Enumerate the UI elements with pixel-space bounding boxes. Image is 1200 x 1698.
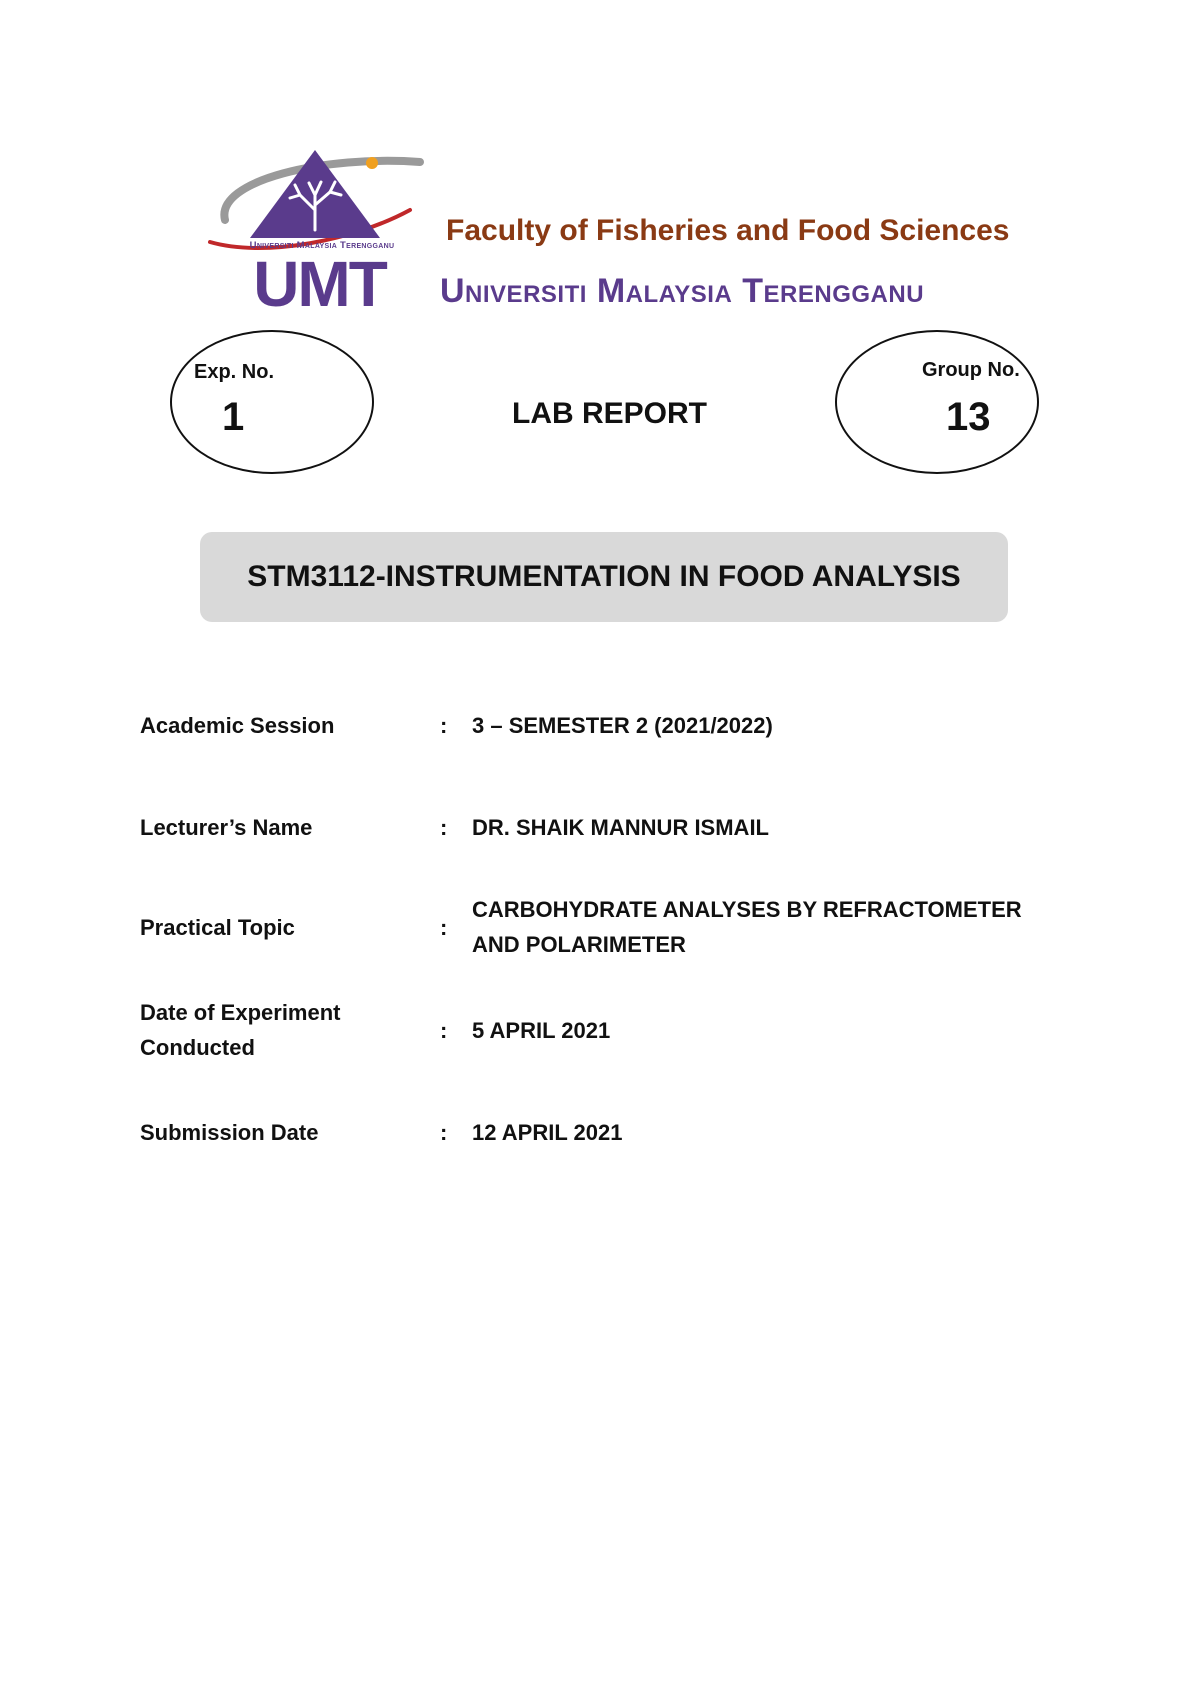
lecturer-value: DR. SHAIK MANNUR ISMAIL	[472, 815, 769, 840]
exp-number-value: 1	[222, 395, 245, 439]
date-conducted-value: 5 APRIL 2021	[472, 1018, 611, 1043]
colon: :	[440, 1018, 448, 1043]
submission-date-label: Submission Date	[140, 1120, 319, 1145]
group-number-value: 13	[946, 395, 991, 439]
lecturer-label: Lecturer’s Name	[140, 815, 313, 840]
exp-number-oval	[170, 330, 374, 474]
report-title: LAB REPORT	[512, 397, 707, 430]
practical-topic-label: Practical Topic	[140, 915, 295, 940]
university-name: Universiti Malaysia Terengganu	[440, 272, 925, 310]
logo-sun	[366, 157, 378, 169]
logo-subtext: Universiti Malaysia Terengganu	[249, 240, 395, 251]
colon: :	[440, 1120, 448, 1145]
course-title-box	[200, 532, 1008, 622]
exp-number-label: Exp. No.	[194, 361, 275, 383]
date-conducted-label-line2: Conducted	[140, 1035, 255, 1060]
colon: :	[440, 815, 448, 840]
practical-topic-value-line2: AND POLARIMETER	[472, 932, 686, 957]
group-number-label: Group No.	[922, 359, 1020, 381]
date-conducted-label-line1: Date of Experiment	[140, 1000, 341, 1025]
academic-session-label: Academic Session	[140, 713, 335, 738]
course-title: STM3112-INSTRUMENTATION IN FOOD ANALYSIS	[247, 560, 961, 593]
colon: :	[440, 915, 448, 940]
colon: :	[440, 713, 448, 738]
academic-session-value: 3 – SEMESTER 2 (2021/2022)	[472, 713, 773, 738]
group-number-oval	[835, 330, 1039, 474]
faculty-name: Faculty of Fisheries and Food Sciences	[446, 214, 1010, 247]
logo-wordmark: UMT	[253, 248, 386, 320]
submission-date-value: 12 APRIL 2021	[472, 1120, 623, 1145]
practical-topic-value-line1: CARBOHYDRATE ANALYSES BY REFRACTOMETER	[472, 897, 1022, 922]
